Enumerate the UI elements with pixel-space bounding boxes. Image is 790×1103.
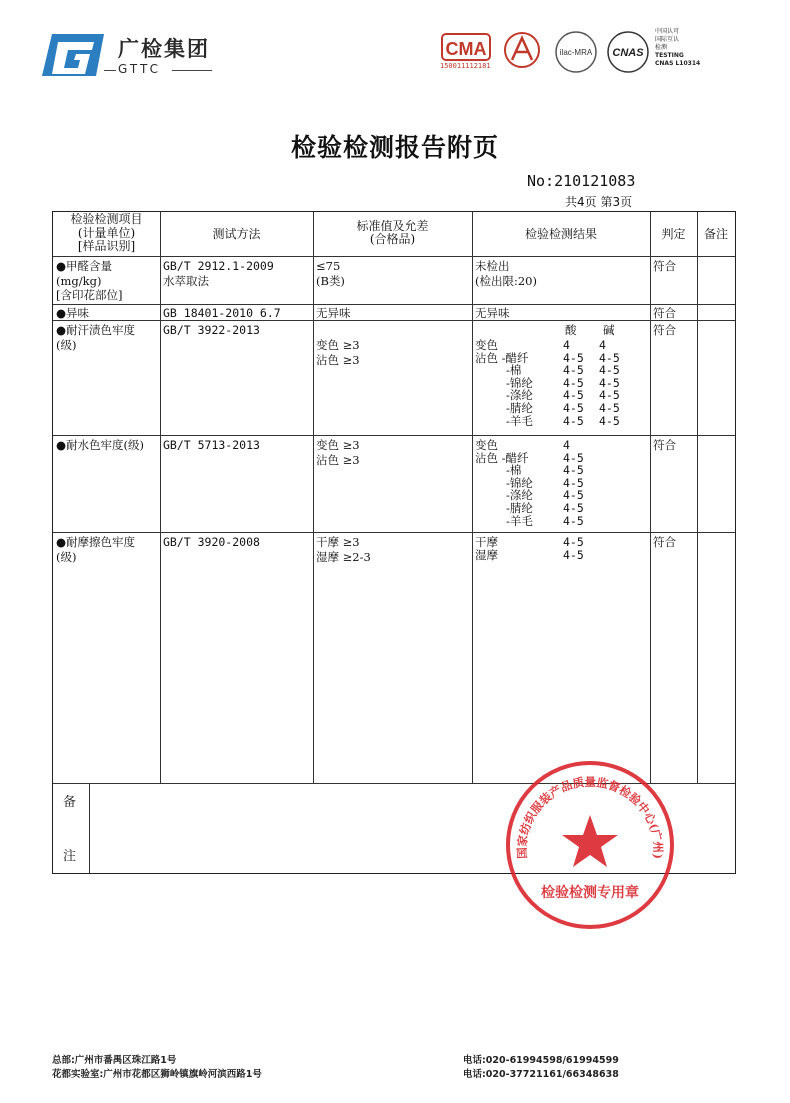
brand-name-en: GTTC bbox=[118, 62, 161, 76]
result-subrow: 变色 4 bbox=[475, 438, 570, 452]
row-formaldehyde-standard: ≤75 (B类) bbox=[316, 259, 345, 288]
row-water-result bbox=[475, 438, 650, 526]
result-subrow: -锦纶 4-5 4-5 bbox=[506, 375, 620, 390]
row-formaldehyde-result: 未检出 (检出限:20) bbox=[475, 259, 537, 288]
footer-tel-1: 电话:020-61994598/61994599 bbox=[463, 1055, 619, 1066]
row-formaldehyde-method: GB/T 2912.1-2009 水萃取法 bbox=[163, 259, 274, 288]
footer-tel-2: 电话:020-37721161/66348638 bbox=[463, 1069, 619, 1080]
cnas-accreditation-text: 中国认可 国际互认 检测 TESTING CNAS L10314 bbox=[655, 28, 701, 67]
row-odor-result: 无异味 bbox=[475, 306, 510, 320]
row-rubbing-standard: 干摩 ≥3 湿摩 ≥2-3 bbox=[316, 535, 371, 564]
remark-label-top: 备 bbox=[63, 795, 77, 810]
row-water-judgement: 符合 bbox=[653, 438, 676, 452]
row-rubbing-result bbox=[475, 535, 650, 560]
cnas-label: CNAS bbox=[612, 47, 644, 59]
header-method: 测试方法 bbox=[212, 227, 261, 241]
row-water-standard: 变色 ≥3 沾色 ≥3 bbox=[316, 438, 360, 467]
brand-divider bbox=[172, 70, 212, 71]
row-formaldehyde-item: ●甲醛含量 (mg/kg) [含印花部位] bbox=[56, 259, 123, 302]
ilac-label: ilac-MRA bbox=[559, 48, 593, 57]
row-rubbing-method: GB/T 3920-2008 bbox=[163, 535, 260, 549]
row-water-item: ●耐水色牢度(级) bbox=[56, 438, 145, 452]
result-subrow: -锦纶 4-5 bbox=[506, 475, 584, 490]
row-formaldehyde-judgement: 符合 bbox=[653, 259, 676, 273]
ilac-mra-icon bbox=[553, 30, 599, 76]
row-rubbing-judgement: 符合 bbox=[653, 535, 676, 549]
seal-bottom-text: 检验检测专用章 bbox=[541, 885, 639, 901]
cnas-mark-icon bbox=[603, 30, 653, 76]
brand-name-cn: 广检集团 bbox=[118, 37, 210, 61]
report-number: No:210121083 bbox=[527, 172, 636, 190]
row-odor-item: ●异味 bbox=[56, 306, 90, 320]
header-remark: 备注 bbox=[703, 227, 728, 241]
results-table bbox=[52, 211, 736, 874]
result-subrow: -涤纶 4-5 4-5 bbox=[506, 388, 620, 403]
row-perspiration-item: ●耐汗渍色牢度 (级) bbox=[56, 323, 136, 352]
footer-hq-address: 总部:广州市番禺区珠江路1号 bbox=[52, 1055, 177, 1066]
remark-label-bottom: 注 bbox=[63, 849, 77, 864]
page-info: 共4页 第3页 bbox=[565, 195, 633, 209]
result-subrow: -腈纶 4-5 bbox=[506, 500, 584, 515]
cma-number: 150011112181 bbox=[440, 62, 491, 70]
result-subrow: -棉 4-5 4-5 bbox=[506, 363, 620, 378]
result-subrow: -棉 4-5 bbox=[506, 463, 584, 478]
result-subrow: 沾色 -醋纤 4-5 4-5 bbox=[475, 350, 620, 365]
row-water-method: GB/T 5713-2013 bbox=[163, 438, 260, 452]
result-subrow: -羊毛 4-5 4-5 bbox=[506, 413, 620, 428]
cma-label: CMA bbox=[445, 39, 487, 59]
result-subrow: 变色 4 4 bbox=[475, 338, 606, 352]
result-subrow: -腈纶 4-5 4-5 bbox=[506, 400, 620, 415]
cal-mark-icon bbox=[500, 30, 544, 74]
result-subrow: 干摩 4-5 bbox=[475, 535, 584, 549]
row-perspiration-judgement: 符合 bbox=[653, 323, 676, 337]
header-standard: 标准值及允差 (合格品) bbox=[356, 219, 429, 246]
footer-huadu-address: 花都实验室:广州市花都区狮岭镇旗岭河滨西路1号 bbox=[52, 1069, 262, 1080]
header-result: 检验检测结果 bbox=[524, 227, 597, 241]
row-rubbing-item: ●耐摩擦色牢度 (级) bbox=[56, 535, 136, 564]
result-subrow: 沾色 -醋纤 4-5 bbox=[475, 450, 584, 465]
header-judgement: 判定 bbox=[661, 227, 686, 241]
result-subrow: -羊毛 4-5 bbox=[506, 513, 584, 528]
row-perspiration-result: 酸 碱 变色 4 4 沾色 -醋纤 4-5 4-5 -棉 4-5 4-5 -锦纶 4-5 4-5 -涤纶 4-5 4-5 -腈纶 4-5 4-5 -羊毛 4-5 4-5 bbox=[475, 323, 650, 426]
result-subrow: -涤纶 4-5 bbox=[506, 488, 584, 503]
row-odor-judgement: 符合 bbox=[653, 306, 676, 320]
row-odor-standard: 无异味 bbox=[316, 306, 351, 320]
row-odor-method: GB 18401-2010 6.7 bbox=[163, 306, 281, 320]
header-item: 检验检测项目 (计量单位) [样品识别] bbox=[70, 212, 143, 253]
result-subrow: 湿摩 4-5 bbox=[475, 547, 584, 562]
gttc-logo bbox=[38, 30, 108, 80]
row-perspiration-method: GB/T 3922-2013 bbox=[163, 323, 260, 337]
page-title: 检验检测报告附页 bbox=[290, 133, 499, 162]
row-perspiration-standard: 变色 ≥3 沾色 ≥3 bbox=[316, 338, 360, 367]
seal-ring-text: 国家纺织服装产品质量监督检验中心(广州) bbox=[514, 774, 666, 860]
brand-divider bbox=[104, 70, 116, 71]
